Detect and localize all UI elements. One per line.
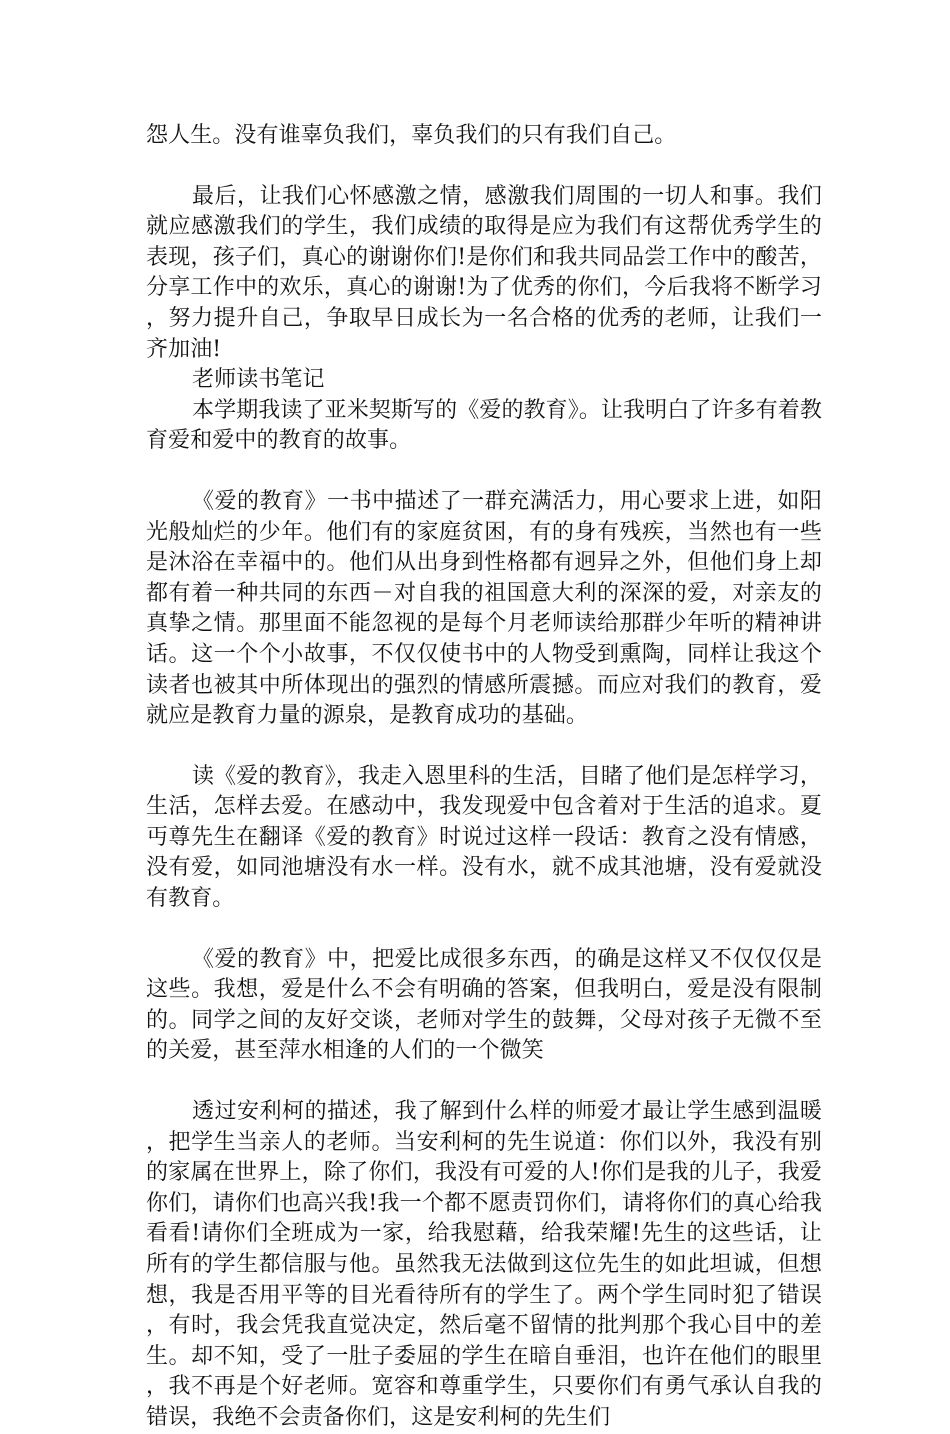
paragraph-intro: 本学期我读了亚米契斯写的《爱的教育》。让我明白了许多有着教育爱和爱中的教育的故事。: [146, 397, 822, 454]
paragraph-book-description: 《爱的教育》一书中描述了一群充满活力，用心要求上进，如阳光般灿烂的少年。他们有的家庭贫困，有的身有残疾，当然也有一些是沐浴在幸福中的。他们从出身到性格都有迥异之外，但他们身上却都有着一种共同的东西－对自我的祖国意大利的深深的爱，对亲友的真挚之情。那里面不能忽视的是每个月老师读给那群少年听的精神讲话。这一个个小故事，不仅仅使书中的人物受到熏陶，同样让我这个读者也被其中所体现出的强烈的情感所震撼。而应对我们的教育，爱就应是教育力量的源泉，是教育成功的基础。: [146, 488, 822, 729]
paragraph-teacher-love: 透过安利柯的描述，我了解到什么样的师爱才最让学生感到温暖，把学生当亲人的老师。当安利柯的先生说道：你们以外，我没有别的家属在世界上，除了你们，我没有可爱的人!你们是我的儿子，我爱你们，请你们也高兴我!我一个都不愿责罚你们，请将你们的真心给我看看!请你们全班成为一家，给我慰藉，给我荣耀!先生的这些话，让所有的学生都信服与他。虽然我无法做到这位先生的如此坦诚，但想想，我是否用平等的目光看待所有的学生了。两个学生同时犯了错误，有时，我会凭我直觉决定，然后毫不留情的批判那个我心目中的差生。却不知，受了一肚子委屈的学生在暗自垂泪，也许在他们的眼里，我不再是个好老师。宽容和尊重学生，只要你们有勇气承认自我的错误，我绝不会责备你们，这是安利柯的先生们: [146, 1099, 822, 1430]
paragraph-gratitude: 最后，让我们心怀感激之情，感激我们周围的一切人和事。我们就应感激我们的学生，我们成绩的取得是应为我们有这帮优秀学生的表现，孩子们，真心的谢谢你们!是你们和我共同品尝工作中的酸苦，分享工作中的欢乐，真心的谢谢!为了优秀的你们，今后我将不断学习，努力提升自己，争取早日成长为一名合格的优秀的老师，让我们一齐加油!: [146, 183, 822, 362]
paragraph-reading-reflection: 读《爱的教育》，我走入恩里科的生活，目睹了他们是怎样学习，生活，怎样去爱。在感动中，我发现爱中包含着对于生活的追求。夏丏尊先生在翻译《爱的教育》时说过这样一段话：教育之没有情感，没有爱，如同池塘没有水一样。没有水，就不成其池塘，没有爱就没有教育。: [146, 763, 822, 912]
paragraph-love-meaning: 《爱的教育》中，把爱比成很多东西，的确是这样又不仅仅仅是这些。我想，爱是什么不会有明确的答案，但我明白，爱是没有限制的。同学之间的友好交谈，老师对学生的鼓舞，父母对孩子无微不至的关爱，甚至萍水相逢的人们的一个微笑: [146, 946, 822, 1064]
document-page: [146, 121, 822, 1434]
section-title: 老师读书笔记: [192, 367, 325, 393]
paragraph-continuation: 怨人生。没有谁辜负我们，辜负我们的只有我们自己。: [146, 123, 677, 148]
